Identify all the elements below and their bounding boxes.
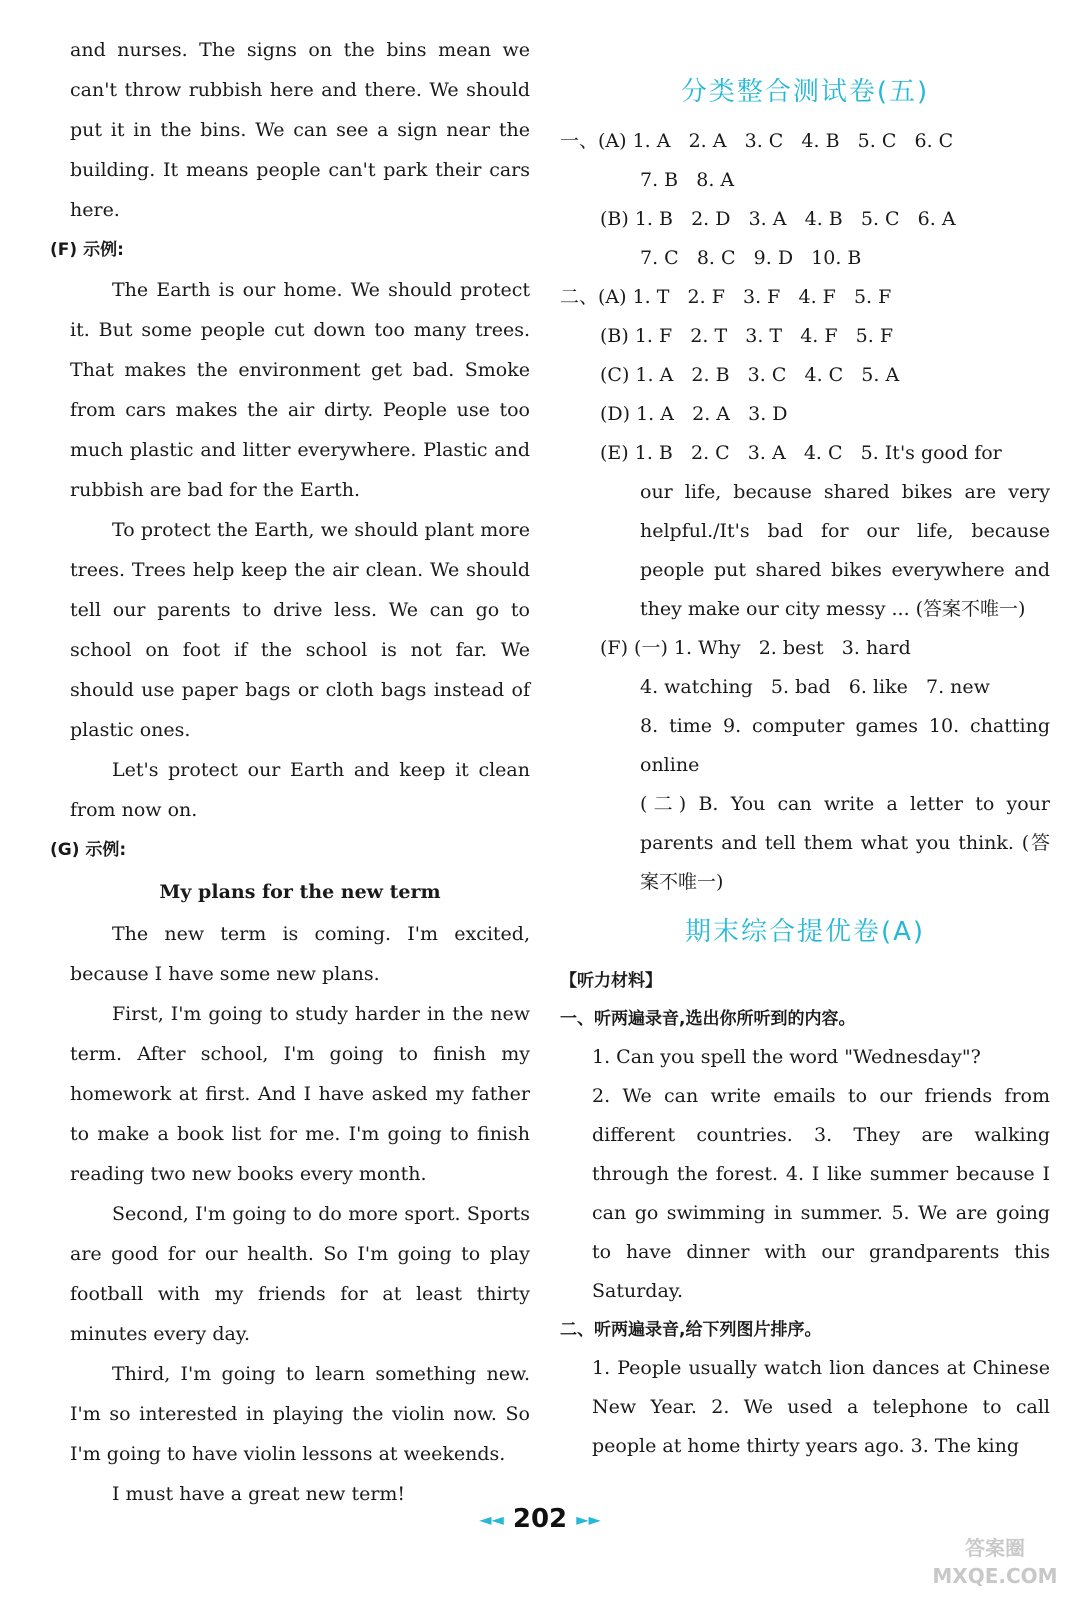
f-paragraph-3: Let's protect our Earth and keep it clean from now on. (70, 759, 530, 821)
page-footer (0, 1504, 1080, 1534)
answer-1a-line-1: 一、(A) 1. A 2. A 3. C 4. B 5. C 6. C (560, 130, 954, 152)
question-2-heading: 二、听两遍录音,给下列图片排序。 (560, 1320, 822, 1340)
watermark-logo (920, 1534, 1070, 1594)
f-paragraph-1: The Earth is our home. We should protect it. But some people cut down too many trees. That makes the environment get bad. Smoke from cars makes the air dirty. People use too much plastic and litter everywhere. Plastic and rubbish are bad for the Earth. (70, 279, 530, 501)
right-arrows-icon: ►► (576, 1510, 601, 1529)
answer-2f-line-3: 8. time 9. computer games 10. chatting online (640, 715, 1050, 776)
question-2-items: 1. People usually watch lion dances at Chinese New Year. 2. We used a telephone to call people at home thirty years ago. 3. The king (592, 1357, 1050, 1457)
answer-1b-line-2: 7. C 8. C 9. D 10. B (640, 247, 862, 269)
g-paragraph-5: I must have a great new term! (112, 1483, 406, 1505)
answer-2e-body: our life, because shared bikes are very helpful./It's bad for our life, because people put shared bikes everywhere and they make our city messy ... (答案不唯一) (640, 481, 1050, 620)
answer-1b-line-1: (B) 1. B 2. D 3. A 4. B 5. C 6. A (600, 208, 956, 230)
intro-paragraph: and nurses. The signs on the bins mean we can't throw rubbish here and there. We should put it in the bins. We can see a sign near the building. It means people can't park their cars here. (70, 39, 530, 221)
section-title-final-a: 期末综合提优卷(A) (684, 917, 926, 947)
page-number: 202 (512, 1504, 568, 1534)
answer-2c: (C) 1. A 2. B 3. C 4. C 5. A (600, 364, 900, 386)
g-paragraph-2: First, I'm going to study harder in the new term. After school, I'm going to finish my homework at first. And I have asked my father to make a book list for me. I'm going to finish reading two new books every month. (70, 1003, 530, 1185)
g-paragraph-3: Second, I'm going to do more sport. Sports are good for our health. So I'm going to play football with my friends for at least thirty minutes every day. (70, 1203, 530, 1345)
question-1-items-2-5: 2. We can write emails to our friends from different countries. 3. They are walking through the forest. 4. I like summer because I can go swimming in summer. 5. We are going to have dinner with our grandparents this Saturday. (592, 1085, 1050, 1302)
answer-1a-line-2: 7. B 8. A (640, 169, 735, 191)
answer-2f-line-1: (F) (一) 1. Why 2. best 3. hard (600, 637, 911, 659)
left-column (50, 30, 530, 1514)
right-column (560, 62, 1050, 1466)
answer-2a: 二、(A) 1. T 2. F 3. F 4. F 5. F (560, 286, 892, 308)
watermark-line-1: 答案圈 (965, 1536, 1025, 1560)
question-1-item-1: 1. Can you spell the word "Wednesday"? (592, 1046, 981, 1068)
question-1-heading: 一、听两遍录音,选出你所听到的内容。 (560, 1009, 856, 1029)
g-paragraph-1: The new term is coming. I'm excited, because I have some new plans. (70, 923, 530, 985)
section-title-test-5: 分类整合测试卷(五) (680, 77, 930, 107)
left-arrows-icon: ◄◄ (479, 1510, 504, 1529)
answer-2f-line-2: 4. watching 5. bad 6. like 7. new (640, 676, 990, 698)
section-g-label: (G) 示例: (50, 840, 127, 860)
g-paragraph-4: Third, I'm going to learn something new. I'm so interested in playing the violin now. So I'm going to have violin lessons at weekends. (70, 1363, 530, 1465)
essay-title: My plans for the new term (159, 881, 441, 903)
answer-2f-line-4: (二) B. You can write a letter to your parents and tell them what you think. (答案不唯一) (640, 793, 1050, 893)
answer-2e-head: (E) 1. B 2. C 3. A 4. C 5. It's good for (600, 442, 1002, 464)
watermark-line-2: MXQE.COM (932, 1564, 1058, 1588)
answer-2b: (B) 1. F 2. T 3. T 4. F 5. F (600, 325, 894, 347)
f-paragraph-2: To protect the Earth, we should plant more trees. Trees help keep the air clean. We should tell our parents to drive less. We can go to school on foot if the school is not far. We should use paper bags or cloth bags instead of plastic ones. (70, 519, 530, 741)
answer-2d: (D) 1. A 2. A 3. D (600, 403, 788, 425)
listening-material-label: 【听力材料】 (560, 971, 662, 991)
section-f-label: (F) 示例: (50, 240, 124, 260)
